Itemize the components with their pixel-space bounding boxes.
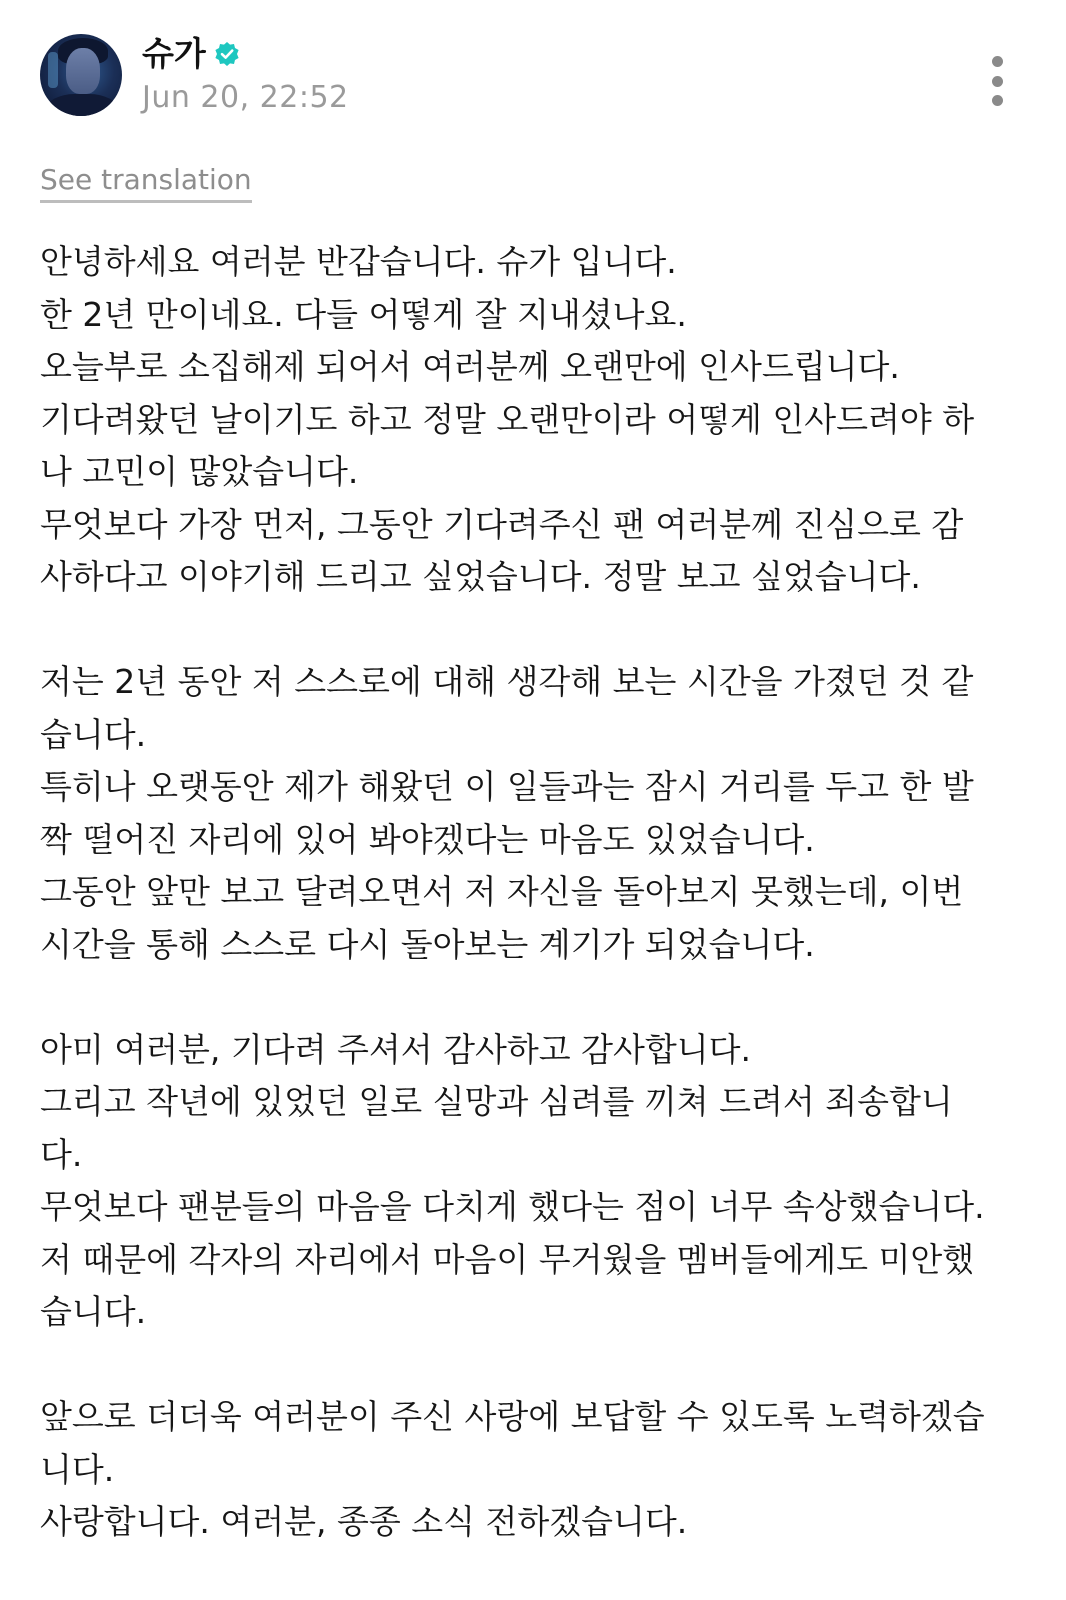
avatar-shoulders <box>46 94 118 116</box>
post-text-line: 한 2년 만이네요. 다들 어떻게 잘 지내셨나요. <box>40 294 687 334</box>
post-text-line: 앞으로 더더욱 여러분이 주신 사랑에 보답할 수 있도록 노력하겠습 <box>40 1397 985 1436</box>
author-row <box>142 34 240 74</box>
paragraph-gap <box>40 604 1010 657</box>
see-translation-link[interactable]: See translation <box>40 162 252 203</box>
post-text-line: 사랑합니다. 여러분, 종종 소식 전하겠습니다. <box>40 1502 688 1541</box>
paragraph-gap <box>40 1339 1010 1392</box>
post-text-line: 무엇보다 팬분들의 마음을 다치게 했다는 점이 너무 속상했습니다. <box>40 1187 985 1226</box>
avatar[interactable] <box>40 34 122 116</box>
paragraph-gap <box>40 971 1010 1024</box>
post-text-line: 오늘부로 소집해제 되어서 여러분께 오랜만에 인사드립니다. <box>40 347 900 386</box>
post-text-line: 안녕하세요 여러분 반갑습니다. 슈가 입니다. <box>40 242 677 281</box>
post-text-line: 습니다. <box>40 714 147 754</box>
more-vertical-icon[interactable] <box>990 56 1004 106</box>
post-text-line: 습니다. <box>40 1292 147 1331</box>
post-text-line: 다. <box>40 1134 83 1174</box>
post-text-line: 아미 여러분, 기다려 주셔서 감사하고 감사합니다. <box>40 1029 751 1069</box>
post-text-line: 짝 떨어진 자리에 있어 봐야겠다는 마음도 있었습니다. <box>40 819 815 859</box>
more-dot <box>992 95 1003 106</box>
more-dot <box>992 56 1003 67</box>
more-dot <box>992 76 1003 87</box>
post-header <box>40 34 1026 118</box>
post-body <box>40 236 1010 1549</box>
post-text-line: 기다려왔던 날이기도 하고 정말 오랜만이라 어떻게 인사드려야 하 <box>40 399 975 439</box>
post-text-line: 저는 2년 동안 저 스스로에 대해 생각해 보는 시간을 가졌던 것 같 <box>40 662 974 701</box>
post-text-line: 무엇보다 가장 먼저, 그동안 기다려주신 팬 여러분께 진심으로 감 <box>40 504 964 544</box>
post-text-line: 나 고민이 많았습니다. <box>40 452 359 491</box>
post-text-line: 시간을 통해 스스로 다시 돌아보는 계기가 되었습니다. <box>40 924 815 964</box>
post-text-line: 그동안 앞만 보고 달려오면서 저 자신을 돌아보지 못했는데, 이번 <box>40 872 964 911</box>
post-text-line: 사하다고 이야기해 드리고 싶었습니다. 정말 보고 싶었습니다. <box>40 557 921 596</box>
post-timestamp: Jun 20, 22:52 <box>142 80 349 115</box>
avatar-face <box>66 48 100 94</box>
post-text-line: 특히나 오랫동안 제가 해왔던 이 일들과는 잠시 거리를 두고 한 발 <box>40 767 974 806</box>
verified-badge-icon <box>214 41 240 67</box>
author-name[interactable]: 슈가 <box>142 34 206 73</box>
avatar-light-streak <box>48 52 58 88</box>
post-text-line: 니다. <box>40 1449 115 1489</box>
post-text-line: 그리고 작년에 있었던 일로 실망과 심려를 끼쳐 드려서 죄송합니 <box>40 1082 953 1121</box>
post-text-line: 저 때문에 각자의 자리에서 마음이 무거웠을 멤버들에게도 미안했 <box>40 1239 975 1279</box>
